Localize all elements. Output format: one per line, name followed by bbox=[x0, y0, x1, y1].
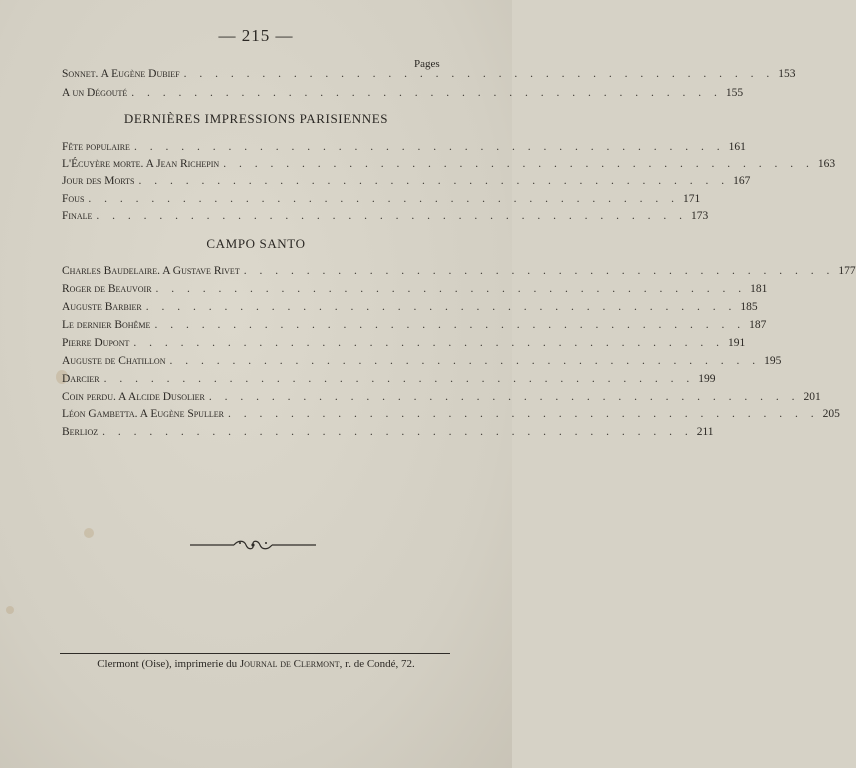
toc-entry bbox=[62, 175, 751, 191]
leader-dots: . . . . . . . . . . . . . . . . . . . . . . . . . . . . . . . . . . . . . . bbox=[131, 87, 722, 99]
footer-rule bbox=[60, 653, 450, 654]
toc-entry bbox=[62, 158, 836, 174]
leader-dots: . . . . . . . . . . . . . . . . . . . . . . . . . . . . . . . . . . . . . . bbox=[227, 408, 819, 420]
toc-entry-page: 187 bbox=[749, 319, 767, 331]
toc-entry-title: Darcier bbox=[62, 373, 100, 385]
toc-entry-title: Auguste Barbier bbox=[62, 301, 142, 313]
toc-entry-title: Charles Baudelaire. A Gustave Rivet bbox=[62, 265, 240, 277]
toc-entry bbox=[62, 337, 746, 353]
leader-dots: . . . . . . . . . . . . . . . . . . . . . . . . . . . . . . . . . . . . . . bbox=[133, 337, 724, 349]
toc-entry-title: Léon Gambetta. A Eugène Spuller bbox=[62, 408, 224, 420]
toc-entry-title: Sonnet. A Eugène Dubief bbox=[62, 68, 180, 80]
leader-dots: . . . . . . . . . . . . . . . . . . . . . . . . . . . . . . . . . . . . . . bbox=[102, 426, 693, 438]
toc-entry-page: 155 bbox=[725, 87, 744, 99]
toc-entry-page: 195 bbox=[764, 355, 782, 367]
toc-entry-page: 191 bbox=[727, 337, 746, 349]
leader-dots: . . . . . . . . . . . . . . . . . . . . . . . . . . . . . . . . . . . . . . bbox=[183, 68, 775, 80]
toc-entry-page: 185 bbox=[740, 301, 758, 313]
leader-dots: . . . . . . . . . . . . . . . . . . . . . . . . . . . . . . . . . . . . . . bbox=[243, 265, 835, 277]
toc-entry-page: 153 bbox=[778, 68, 796, 80]
toc-entry-page: 161 bbox=[728, 141, 746, 153]
toc-entry-title: A un Dégouté bbox=[62, 87, 128, 99]
leader-dots: . . . . . . . . . . . . . . . . . . . . . . . . . . . . . . . . . . . . . . bbox=[88, 193, 680, 205]
toc-entry-title: L'Écuyère morte. A Jean Richepin bbox=[62, 158, 220, 170]
colophon-prefix: Clermont (Oise), imprimerie du bbox=[97, 658, 240, 670]
page-number: — 215 — bbox=[218, 26, 294, 45]
toc-entry bbox=[62, 319, 767, 335]
printer-colophon bbox=[0, 658, 512, 670]
toc-entry bbox=[62, 373, 716, 389]
toc-entry bbox=[62, 283, 768, 299]
ornamental-divider bbox=[190, 538, 316, 552]
toc-entry bbox=[62, 87, 744, 103]
toc-entry bbox=[62, 408, 840, 424]
toc-entry bbox=[62, 265, 856, 281]
toc-entry-page: 211 bbox=[696, 426, 714, 438]
toc-entry-title: Auguste de Chatillon bbox=[62, 355, 166, 367]
toc-entry-title: Coin perdu. A Alcide Dusolier bbox=[62, 391, 205, 403]
toc-entry bbox=[62, 355, 782, 371]
toc-entry-title: Le dernier Bohême bbox=[62, 319, 151, 331]
toc-entry-page: 177 bbox=[838, 265, 856, 277]
toc-entry-title: Roger de Beauvoir bbox=[62, 283, 152, 295]
toc-entry-page: 205 bbox=[822, 408, 840, 420]
paper-stain bbox=[6, 606, 14, 614]
pages-column-label: Pages bbox=[414, 58, 440, 70]
leader-dots: . . . . . . . . . . . . . . . . . . . . . . . . . . . . . . . . . . . . . . bbox=[103, 373, 695, 385]
leader-dots: . . . . . . . . . . . . . . . . . . . . . . . . . . . . . . . . . . . . . . bbox=[138, 175, 730, 187]
toc-entry bbox=[62, 391, 821, 407]
toc-entry-title: Finale bbox=[62, 210, 93, 222]
toc-entry bbox=[62, 426, 714, 442]
toc-entry-title: Jour des Morts bbox=[62, 175, 135, 187]
colophon-journal: Journal de Clermont bbox=[239, 658, 340, 670]
paper-stain bbox=[84, 528, 94, 538]
toc-entry bbox=[62, 141, 746, 157]
toc-entry-page: 163 bbox=[817, 158, 836, 170]
colophon-suffix: , r. de Condé, 72. bbox=[339, 658, 415, 670]
toc-entry-title: Fête populaire bbox=[62, 141, 130, 153]
leader-dots: . . . . . . . . . . . . . . . . . . . . . . . . . . . . . . . . . . . . . . bbox=[169, 355, 761, 367]
toc-entry-page: 201 bbox=[803, 391, 821, 403]
toc-entry-page: 171 bbox=[683, 193, 701, 205]
toc-entry bbox=[62, 193, 701, 209]
toc-entry-page: 167 bbox=[733, 175, 751, 187]
toc-entry-page: 199 bbox=[698, 373, 716, 385]
leader-dots: . . . . . . . . . . . . . . . . . . . . . . . . . . . . . . . . . . . . . . bbox=[96, 210, 688, 222]
toc-entry-page: 173 bbox=[691, 210, 709, 222]
toc-entry-title: Pierre Dupont bbox=[62, 337, 130, 349]
leader-dots: . . . . . . . . . . . . . . . . . . . . . . . . . . . . . . . . . . . . . . bbox=[145, 301, 737, 313]
toc-entry-title: Fous bbox=[62, 193, 85, 205]
leader-dots: . . . . . . . . . . . . . . . . . . . . . . . . . . . . . . . . . . . . . . bbox=[155, 283, 747, 295]
toc-entry-page: 181 bbox=[750, 283, 768, 295]
leader-dots: . . . . . . . . . . . . . . . . . . . . . . . . . . . . . . . . . . . . . . bbox=[208, 391, 800, 403]
toc-entry-title: Berlioz bbox=[62, 426, 99, 438]
leader-dots: . . . . . . . . . . . . . . . . . . . . . . . . . . . . . . . . . . . . . . bbox=[133, 141, 725, 153]
leader-dots: . . . . . . . . . . . . . . . . . . . . . . . . . . . . . . . . . . . . . . bbox=[154, 319, 746, 331]
section-heading: CAMPO SANTO bbox=[206, 236, 306, 251]
toc-entry bbox=[62, 301, 758, 317]
toc-entry bbox=[62, 68, 796, 84]
leader-dots: . . . . . . . . . . . . . . . . . . . . . . . . . . . . . . . . . . . . . . bbox=[223, 158, 814, 170]
section-heading: DERNIÈRES IMPRESSIONS PARISIENNES bbox=[123, 111, 389, 126]
toc-entry bbox=[62, 210, 709, 226]
